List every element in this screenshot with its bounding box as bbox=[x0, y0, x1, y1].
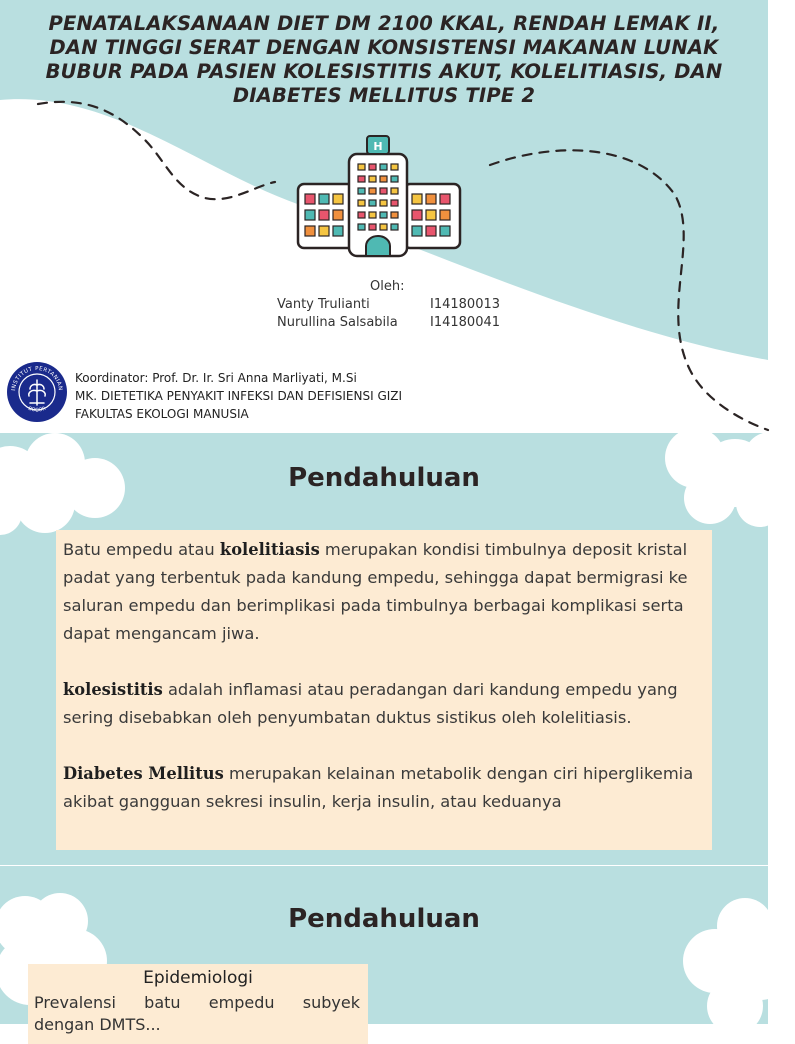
box-text: Prevalensi batu empedu subyek bbox=[34, 993, 360, 1012]
logo-text-bottom: BOGOR bbox=[27, 405, 47, 414]
paragraph-kolelitiasis: Batu empedu atau kolelitiasis merupakan kondisi timbulnya deposit kristal padat yang terbentuk pada kandung empedu, sehingga dapat bermigrasi ke saluran empedu dan berimplikasi pada timbulnya berbagai komplikasi serta dapat mengancam jiwa. bbox=[63, 540, 688, 643]
term-diabetes-mellitus: Diabetes Mellitus bbox=[63, 764, 224, 783]
logo-text-top: INSTITUT PERTANIAN bbox=[11, 365, 64, 392]
term-kolelitiasis: kolelitiasis bbox=[219, 540, 320, 559]
faculty-text: FAKULTAS EKOLOGI MANUSIA bbox=[75, 407, 249, 421]
hospital-icon bbox=[294, 134, 464, 259]
hospital-sign-label: H bbox=[373, 140, 383, 153]
university-logo bbox=[6, 361, 68, 423]
slide-heading: Pendahuluan bbox=[288, 463, 480, 493]
introduction-slide bbox=[0, 433, 768, 865]
author-label: Oleh: bbox=[370, 279, 405, 294]
box-title: Epidemiologi bbox=[143, 968, 253, 988]
epidemiology-slide bbox=[0, 866, 768, 1034]
author-name: Nurullina Salsabila bbox=[277, 315, 398, 330]
course-text: MK. DIETETIKA PENYAKIT INFEKSI DAN DEFISIENSI GIZI bbox=[75, 389, 403, 403]
author-id: I14180041 bbox=[430, 315, 501, 330]
coordinator-text: Koordinator: Prof. Dr. Ir. Sri Anna Marliyati, M.Si bbox=[75, 371, 357, 385]
slide-heading: Pendahuluan bbox=[288, 904, 480, 934]
paragraph-kolesistitis: kolesistitis adalah inflamasi atau peradangan dari kandung empedu yang sering disebabkan oleh penyumbatan duktus sistikus oleh kolelitiasis. bbox=[63, 680, 678, 727]
slide-title: PENATALAKSANAAN DIET DM 2100 KKAL, RENDAH LEMAK II, DAN TINGGI SERAT DENGAN KONSISTENSI MAKANAN LUNAK BUBUR PADA PASIEN KOLESISTITIS AKUT, KOLELITIASIS, DAN DIABETES MELLITUS TIPE 2 bbox=[45, 12, 723, 107]
box-text-partial: dengan DMTS... bbox=[34, 1015, 161, 1034]
title-slide bbox=[0, 0, 768, 432]
epidemiology-box bbox=[28, 964, 368, 1044]
paragraph-diabetes: Diabetes Mellitus merupakan kelainan metabolik dengan ciri hiperglikemia akibat gangguan sekresi insulin, kerja insulin, atau keduanya bbox=[63, 764, 694, 811]
author-id: I14180013 bbox=[430, 297, 501, 312]
author-name: Vanty Trulianti bbox=[277, 297, 370, 312]
text-box bbox=[56, 530, 712, 850]
term-kolesistitis: kolesistitis bbox=[63, 680, 163, 699]
